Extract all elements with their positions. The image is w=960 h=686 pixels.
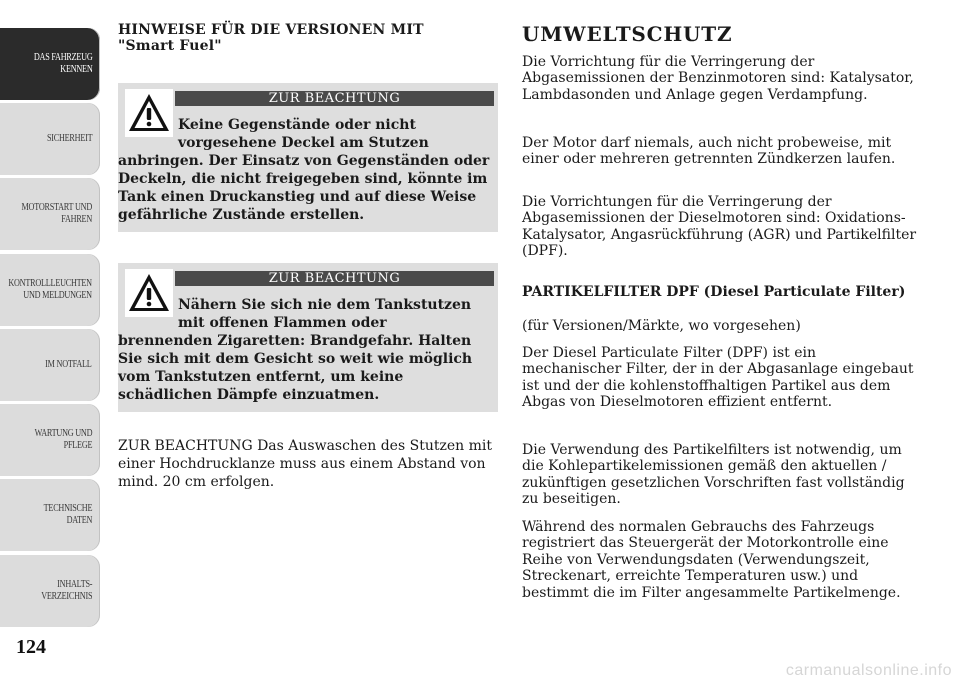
section-title-umweltschutz: UMWELTSCHUTZ — [522, 22, 733, 46]
tab-technische-daten[interactable]: TECHNISCHE DATEN — [0, 479, 100, 551]
paragraph-benzin-emissions: Die Vorrichtung für die Verringerung der Abgasemissionen der Benzinmotoren sind: Katalysator, Lambdasonden und Anlage gegen Verdampfung. — [522, 54, 914, 103]
page-number: 124 — [16, 636, 46, 658]
tab-motorstart-und-fahren[interactable]: MOTORSTART UND FAHREN — [0, 178, 100, 250]
warning-label-bar: ZUR BEACHTUNG — [175, 271, 494, 286]
subheading-dpf: PARTIKELFILTER DPF (Diesel Particulate Filter) — [522, 284, 906, 300]
left-column — [118, 22, 500, 490]
warning-box-2 — [118, 263, 498, 412]
warning-box-1 — [118, 83, 498, 232]
tab-wartung-und-pflege[interactable]: WARTUNG UND PFLEGE — [0, 404, 100, 476]
warning-label-bar: ZUR BEACHTUNG — [175, 91, 494, 106]
smart-fuel-heading: HINWEISE FÜR DIE VERSIONEN MIT "Smart Fuel" — [118, 22, 424, 54]
pressure-wash-note: ZUR BEACHTUNG Das Auswaschen des Stutzen mit einer Hochdrucklanze muss aus einem Abstand von mind. 20 cm erfolgen. — [118, 438, 492, 490]
tab-kontrollleuchten[interactable]: KONTROLLLEUCHTEN UND MELDUNGEN — [0, 254, 100, 326]
tab-im-notfall[interactable]: IM NOTFALL — [0, 329, 100, 401]
paragraph-diesel-emissions: Die Vorrichtungen für die Verringerung der Abgasemissionen der Dieselmotoren sind: Oxidations-Katalysator, Angasrückführung (AGR) und Partikelfilter (DPF). — [522, 194, 917, 260]
tab-das-fahrzeug-kennen[interactable]: DAS FAHRZEUG KENNEN — [0, 28, 100, 100]
paragraph-spark-plugs: Der Motor darf niemals, auch nicht probeweise, mit einer oder mehreren getrennten Zündkerzen laufen. — [522, 135, 896, 168]
paragraph-dpf-necessity: Die Verwendung des Partikelfilters ist notwendig, um die Kohlepartikelemissionen gemäß den aktuellen / zukünftigen gesetzlichen Vorschriften fast vollständig zu beseitigen. — [522, 442, 905, 508]
footer-watermark: carmanualsonline.info — [785, 662, 952, 679]
tab-sicherheit[interactable]: SICHERHEIT — [0, 103, 100, 175]
paragraph-dpf-operation: Während des normalen Gebrauchs des Fahrzeugs registriert das Steuergerät der Motorkontrolle eine Reihe von Verwendungsdaten (Verwendungszeit, Streckenart, erreichte Temperaturen usw.) und bestimmt die im Filter angesammelte Partikelmenge. — [522, 519, 901, 601]
dpf-availability-note: (für Versionen/Märkte, wo vorgesehen) — [522, 318, 801, 334]
paragraph-dpf-description: Der Diesel Particulate Filter (DPF) ist ein mechanischer Filter, der in der Abgasanlage eingebaut ist und der die kohlenstoffhaltigen Partikel aus dem Abgas von Dieselmotoren effizient entfernt. — [522, 345, 914, 411]
warning-text-2: Nähern Sie sich nie dem Tankstutzen mit offenen Flammen oder brennenden Zigaretten: Brandgefahr. Halten Sie sich mit dem Gesicht so weit wie möglich vom Tankstutzen entfernt, um keine schädlichen Dämpfe einzuatmen. — [118, 297, 473, 403]
tab-inhaltsverzeichnis[interactable]: INHALTS- VERZEICHNIS — [0, 555, 100, 627]
warning-text-1: Keine Gegenstände oder nicht vorgesehene Deckel am Stutzen anbringen. Der Einsatz von Gegenständen oder Deckeln, die nicht freigegeben sind, könnte im Tank einen Druckanstieg und auf diese Weise gefährliche Zustände erstellen. — [118, 117, 490, 223]
